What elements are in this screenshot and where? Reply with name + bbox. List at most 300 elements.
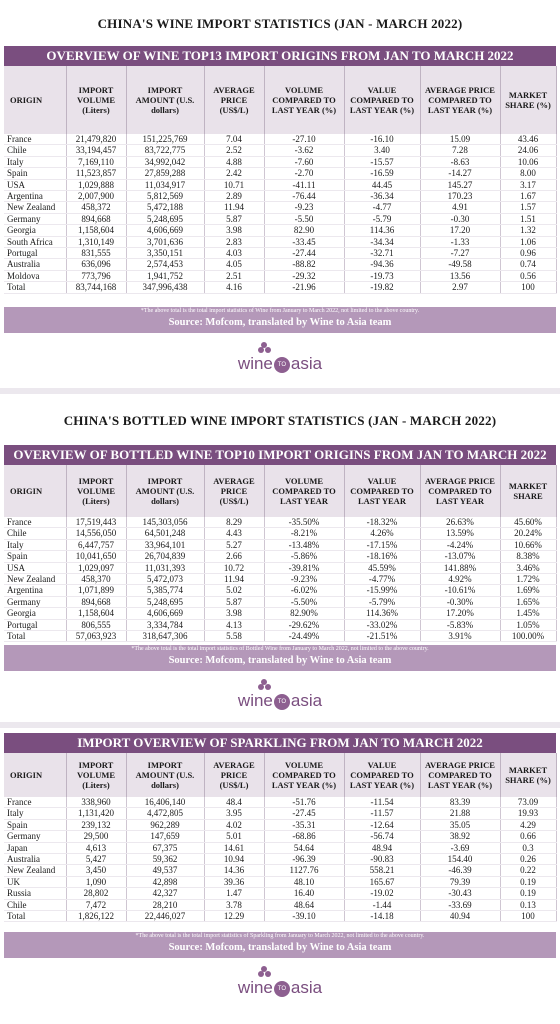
- value-cell: 347,996,438: [126, 282, 204, 293]
- origin-cell: New Zealand: [4, 574, 66, 585]
- value-cell: 1,826,122: [66, 911, 126, 922]
- value-cell: 13.56: [420, 270, 500, 281]
- table-row: [4, 876, 556, 887]
- value-cell: -8.21%: [264, 528, 344, 539]
- value-cell: 114.36: [344, 225, 420, 236]
- value-cell: 64,501,248: [126, 528, 204, 539]
- value-cell: 3.95: [204, 808, 264, 819]
- sparkling-table-note: *The above total is the total import statistics of Sparkling from January to March 2022, not limited to the above country.: [135, 933, 425, 939]
- value-cell: 3.98: [204, 608, 264, 619]
- origin-cell: Chile: [4, 528, 66, 539]
- value-cell: 2,007,900: [66, 191, 126, 202]
- column-header: IMPORT AMOUNT (U.S. dollars): [126, 465, 204, 517]
- value-cell: 5.87: [204, 213, 264, 224]
- value-cell: 5.02: [204, 585, 264, 596]
- value-cell: 42,898: [126, 876, 204, 887]
- origin-cell: Total: [4, 911, 66, 922]
- value-cell: 5,472,073: [126, 574, 204, 585]
- value-cell: 8.00: [500, 168, 556, 179]
- value-cell: 0.13: [500, 899, 556, 910]
- total-row: [4, 911, 556, 922]
- value-cell: 0.26: [500, 854, 556, 865]
- value-cell: 13.59%: [420, 528, 500, 539]
- value-cell: 1.65%: [500, 596, 556, 607]
- value-cell: 7,472: [66, 899, 126, 910]
- origin-cell: Spain: [4, 168, 66, 179]
- value-cell: 10.06: [500, 156, 556, 167]
- sparkling-banner: IMPORT OVERVIEW OF SPARKLING FROM JAN TO MARCH 2022: [4, 733, 556, 753]
- value-cell: 82.90: [264, 225, 344, 236]
- value-cell: 147,659: [126, 831, 204, 842]
- column-header: VOLUME COMPARED TO LAST YEAR (%): [264, 66, 344, 134]
- value-cell: 11,034,917: [126, 179, 204, 190]
- value-cell: -19.82: [344, 282, 420, 293]
- value-cell: 39.36: [204, 876, 264, 887]
- value-cell: -24.49%: [264, 631, 344, 642]
- wine-table-footer: [4, 307, 556, 333]
- column-header: MARKET SHARE: [500, 465, 556, 517]
- table-row: [4, 831, 556, 842]
- table-row: [4, 213, 556, 224]
- logo-wine-text: wine: [237, 978, 273, 997]
- value-cell: 10.71: [204, 179, 264, 190]
- section-divider: [0, 722, 560, 728]
- origin-cell: Germany: [4, 596, 66, 607]
- value-cell: -18.16%: [344, 551, 420, 562]
- value-cell: 3.78: [204, 899, 264, 910]
- value-cell: 48.10: [264, 876, 344, 887]
- value-cell: 4,472,805: [126, 808, 204, 819]
- value-cell: 558.21: [344, 865, 420, 876]
- value-cell: 458,370: [66, 574, 126, 585]
- value-cell: 34,992,042: [126, 156, 204, 167]
- column-header: VALUE COMPARED TO LAST YEAR: [344, 465, 420, 517]
- value-cell: 0.66: [500, 831, 556, 842]
- value-cell: 636,096: [66, 259, 126, 270]
- value-cell: 773,796: [66, 270, 126, 281]
- value-cell: 35.05: [420, 819, 500, 830]
- value-cell: 1.06: [500, 236, 556, 247]
- value-cell: -11.54: [344, 797, 420, 808]
- value-cell: -39.81%: [264, 562, 344, 573]
- table-row: [4, 585, 556, 596]
- bottled-top10-banner: OVERVIEW OF BOTTLED WINE TOP10 IMPORT ORIGINS FROM JAN TO MARCH 2022: [4, 445, 556, 465]
- value-cell: -13.48%: [264, 539, 344, 550]
- value-cell: -33.69: [420, 899, 500, 910]
- value-cell: 3,334,784: [126, 619, 204, 630]
- table-row: [4, 797, 556, 808]
- value-cell: 5,248,695: [126, 213, 204, 224]
- origin-cell: Chile: [4, 145, 66, 156]
- value-cell: -15.57: [344, 156, 420, 167]
- table-row: [4, 528, 556, 539]
- value-cell: -14.18: [344, 911, 420, 922]
- header-row: [4, 753, 556, 797]
- value-cell: -18.32%: [344, 517, 420, 528]
- value-cell: -19.02: [344, 888, 420, 899]
- value-cell: 170.23: [420, 191, 500, 202]
- origin-cell: Italy: [4, 156, 66, 167]
- value-cell: -1.33: [420, 236, 500, 247]
- value-cell: -21.96: [264, 282, 344, 293]
- value-cell: 4.29: [500, 819, 556, 830]
- column-header: IMPORT VOLUME (Liters): [66, 66, 126, 134]
- value-cell: 57,063,923: [66, 631, 126, 642]
- wine-to-asia-logo: [0, 970, 560, 998]
- column-header: ORIGIN: [4, 753, 66, 797]
- table-row: [4, 259, 556, 270]
- value-cell: -19.73: [344, 270, 420, 281]
- section-divider: [0, 388, 560, 394]
- value-cell: 1.57: [500, 202, 556, 213]
- value-cell: 1127.76: [264, 865, 344, 876]
- value-cell: 2.89: [204, 191, 264, 202]
- value-cell: -27.44: [264, 248, 344, 259]
- value-cell: 45.60%: [500, 517, 556, 528]
- value-cell: 26,704,839: [126, 551, 204, 562]
- value-cell: -68.86: [264, 831, 344, 842]
- column-header: AVERAGE PRICE COMPARED TO LAST YEAR: [420, 465, 500, 517]
- value-cell: -11.57: [344, 808, 420, 819]
- column-header: IMPORT VOLUME (Liters): [66, 465, 126, 517]
- column-header: MARKET SHARE (%): [500, 66, 556, 134]
- value-cell: 7.04: [204, 134, 264, 145]
- table-row: [4, 551, 556, 562]
- value-cell: 5,248,695: [126, 596, 204, 607]
- value-cell: 3.40: [344, 145, 420, 156]
- value-cell: -96.39: [264, 854, 344, 865]
- column-header: AVERAGE PRICE (US$/L): [204, 465, 264, 517]
- value-cell: 48.94: [344, 842, 420, 853]
- value-cell: 10,041,650: [66, 551, 126, 562]
- grape-dots-icon: [0, 346, 560, 354]
- bottled-table-footer: [4, 645, 556, 671]
- value-cell: -5.83%: [420, 619, 500, 630]
- value-cell: 2.83: [204, 236, 264, 247]
- value-cell: 6,447,757: [66, 539, 126, 550]
- value-cell: 5.58: [204, 631, 264, 642]
- value-cell: 7.28: [420, 145, 500, 156]
- column-header: ORIGIN: [4, 465, 66, 517]
- value-cell: 21,479,820: [66, 134, 126, 145]
- value-cell: 10.66%: [500, 539, 556, 550]
- value-cell: 141.88%: [420, 562, 500, 573]
- logo-asia-text: asia: [290, 978, 323, 997]
- table-row: [4, 562, 556, 573]
- value-cell: -3.69: [420, 842, 500, 853]
- value-cell: -4.24%: [420, 539, 500, 550]
- value-cell: 11,031,393: [126, 562, 204, 573]
- value-cell: 1.47: [204, 888, 264, 899]
- value-cell: 48.64: [264, 899, 344, 910]
- value-cell: -94.36: [344, 259, 420, 270]
- value-cell: 1.69%: [500, 585, 556, 596]
- value-cell: -5.79%: [344, 596, 420, 607]
- value-cell: 0.19: [500, 888, 556, 899]
- value-cell: 894,668: [66, 213, 126, 224]
- origin-cell: Australia: [4, 259, 66, 270]
- bottled-top10-table: [4, 465, 557, 642]
- value-cell: 7,169,110: [66, 156, 126, 167]
- value-cell: 26.63%: [420, 517, 500, 528]
- value-cell: 962,289: [126, 819, 204, 830]
- table-row: [4, 156, 556, 167]
- value-cell: 43.46: [500, 134, 556, 145]
- value-cell: 67,375: [126, 842, 204, 853]
- origin-cell: Moldova: [4, 270, 66, 281]
- table-row: [4, 202, 556, 213]
- value-cell: 73.09: [500, 797, 556, 808]
- value-cell: 11.94: [204, 202, 264, 213]
- wine-import-title: CHINA'S WINE IMPORT STATISTICS (JAN - MARCH 2022): [97, 16, 463, 31]
- value-cell: -46.39: [420, 865, 500, 876]
- value-cell: 48.4: [204, 797, 264, 808]
- wine-top13-banner: OVERVIEW OF WINE TOP13 IMPORT ORIGINS FROM JAN TO MARCH 2022: [4, 46, 556, 66]
- value-cell: 4,606,669: [126, 608, 204, 619]
- value-cell: 28,210: [126, 899, 204, 910]
- value-cell: -12.64: [344, 819, 420, 830]
- value-cell: -29.62%: [264, 619, 344, 630]
- logo-to-badge: TO: [274, 357, 290, 373]
- value-cell: 1,131,420: [66, 808, 126, 819]
- table-row: [4, 808, 556, 819]
- value-cell: 1,158,604: [66, 608, 126, 619]
- value-cell: 4.16: [204, 282, 264, 293]
- table-row: [4, 865, 556, 876]
- column-header: AVERAGE PRICE (US$/L): [204, 66, 264, 134]
- value-cell: 1,090: [66, 876, 126, 887]
- table-row: [4, 225, 556, 236]
- bottled-wine-title: CHINA'S BOTTLED WINE IMPORT STATISTICS (JAN - MARCH 2022): [63, 413, 497, 428]
- value-cell: -90.83: [344, 854, 420, 865]
- origin-cell: France: [4, 797, 66, 808]
- value-cell: 28,802: [66, 888, 126, 899]
- column-header: AVERAGE PRICE COMPARED TO LAST YEAR (%): [420, 66, 500, 134]
- value-cell: -29.32: [264, 270, 344, 281]
- value-cell: -14.27: [420, 168, 500, 179]
- origin-cell: New Zealand: [4, 865, 66, 876]
- value-cell: 19.93: [500, 808, 556, 819]
- value-cell: -35.31: [264, 819, 344, 830]
- value-cell: 154.40: [420, 854, 500, 865]
- value-cell: 3,701,636: [126, 236, 204, 247]
- value-cell: 2.97: [420, 282, 500, 293]
- value-cell: 100: [500, 282, 556, 293]
- value-cell: 21.88: [420, 808, 500, 819]
- origin-cell: France: [4, 517, 66, 528]
- value-cell: 1.32: [500, 225, 556, 236]
- value-cell: -16.59: [344, 168, 420, 179]
- value-cell: 33,964,101: [126, 539, 204, 550]
- value-cell: -9.23: [264, 202, 344, 213]
- table-row: [4, 134, 556, 145]
- value-cell: 3.98: [204, 225, 264, 236]
- value-cell: 2.51: [204, 270, 264, 281]
- table-row: [4, 248, 556, 259]
- column-header: ORIGIN: [4, 66, 66, 134]
- column-header: IMPORT VOLUME (Liters): [66, 753, 126, 797]
- value-cell: -30.43: [420, 888, 500, 899]
- value-cell: 1,029,097: [66, 562, 126, 573]
- grape-dots-icon: [0, 683, 560, 691]
- value-cell: 17.20: [420, 225, 500, 236]
- origin-cell: Chile: [4, 899, 66, 910]
- column-header: VOLUME COMPARED TO LAST YEAR (%): [264, 753, 344, 797]
- value-cell: 5,812,569: [126, 191, 204, 202]
- value-cell: -5.50: [264, 213, 344, 224]
- value-cell: 12.29: [204, 911, 264, 922]
- value-cell: -32.71: [344, 248, 420, 259]
- table-row: [4, 168, 556, 179]
- value-cell: 17.20%: [420, 608, 500, 619]
- origin-cell: Germany: [4, 213, 66, 224]
- value-cell: -7.27: [420, 248, 500, 259]
- value-cell: 806,555: [66, 619, 126, 630]
- table-row: [4, 574, 556, 585]
- header-row: [4, 66, 556, 134]
- wine-table-note: *The above total is the total import statistics of Wine from January to March 2022, not limited to the above country.: [140, 308, 420, 314]
- value-cell: 1,310,149: [66, 236, 126, 247]
- value-cell: 1,071,899: [66, 585, 126, 596]
- value-cell: 5,472,188: [126, 202, 204, 213]
- value-cell: -4.77: [344, 202, 420, 213]
- logo-wine-text: wine: [237, 354, 273, 373]
- value-cell: 894,668: [66, 596, 126, 607]
- value-cell: -27.10: [264, 134, 344, 145]
- table-row: [4, 191, 556, 202]
- value-cell: 338,960: [66, 797, 126, 808]
- value-cell: 4.91: [420, 202, 500, 213]
- value-cell: 3.17: [500, 179, 556, 190]
- value-cell: 1.51: [500, 213, 556, 224]
- value-cell: -5.79: [344, 213, 420, 224]
- value-cell: 0.3: [500, 842, 556, 853]
- wine-to-asia-logo: [0, 346, 560, 374]
- value-cell: 4.03: [204, 248, 264, 259]
- value-cell: 4.13: [204, 619, 264, 630]
- grape-dots-icon: [0, 970, 560, 978]
- value-cell: 5.01: [204, 831, 264, 842]
- value-cell: 4.02: [204, 819, 264, 830]
- value-cell: 27,859,288: [126, 168, 204, 179]
- value-cell: 2.52: [204, 145, 264, 156]
- bottled-table-note: *The above total is the total import statistics of Bottled Wine from January to March 2022, not limited to the above country.: [131, 646, 429, 652]
- sparkling-table-footer: [4, 932, 556, 958]
- column-header: VALUE COMPARED TO LAST YEAR (%): [344, 66, 420, 134]
- origin-cell: Japan: [4, 842, 66, 853]
- value-cell: 33,194,457: [66, 145, 126, 156]
- value-cell: 0.19: [500, 876, 556, 887]
- value-cell: 3,350,151: [126, 248, 204, 259]
- value-cell: -35.50%: [264, 517, 344, 528]
- value-cell: 1,941,752: [126, 270, 204, 281]
- origin-cell: Argentina: [4, 585, 66, 596]
- value-cell: 5,385,774: [126, 585, 204, 596]
- origin-cell: Georgia: [4, 225, 66, 236]
- value-cell: 0.74: [500, 259, 556, 270]
- value-cell: 83,722,775: [126, 145, 204, 156]
- value-cell: 59,362: [126, 854, 204, 865]
- value-cell: -76.44: [264, 191, 344, 202]
- value-cell: -5.86%: [264, 551, 344, 562]
- value-cell: -9.23%: [264, 574, 344, 585]
- value-cell: -56.74: [344, 831, 420, 842]
- value-cell: -15.99%: [344, 585, 420, 596]
- value-cell: -27.45: [264, 808, 344, 819]
- value-cell: -49.58: [420, 259, 500, 270]
- value-cell: 1.45%: [500, 608, 556, 619]
- logo-asia-text: asia: [290, 354, 323, 373]
- value-cell: -16.10: [344, 134, 420, 145]
- origin-cell: Spain: [4, 819, 66, 830]
- value-cell: -33.45: [264, 236, 344, 247]
- value-cell: 114.36%: [344, 608, 420, 619]
- value-cell: 14.36: [204, 865, 264, 876]
- value-cell: -34.34: [344, 236, 420, 247]
- wine-to-asia-logo: [0, 683, 560, 711]
- value-cell: 1.67: [500, 191, 556, 202]
- value-cell: 82.90%: [264, 608, 344, 619]
- value-cell: 4.05: [204, 259, 264, 270]
- origin-cell: Portugal: [4, 248, 66, 259]
- value-cell: -17.15%: [344, 539, 420, 550]
- table-row: [4, 842, 556, 853]
- value-cell: -39.10: [264, 911, 344, 922]
- value-cell: 3,450: [66, 865, 126, 876]
- value-cell: 14,556,050: [66, 528, 126, 539]
- table-row: [4, 539, 556, 550]
- value-cell: 16,406,140: [126, 797, 204, 808]
- origin-cell: Spain: [4, 551, 66, 562]
- origin-cell: Portugal: [4, 619, 66, 630]
- value-cell: 14.61: [204, 842, 264, 853]
- column-header: MARKET SHARE (%): [500, 753, 556, 797]
- value-cell: -21.51%: [344, 631, 420, 642]
- value-cell: 24.06: [500, 145, 556, 156]
- value-cell: 83.39: [420, 797, 500, 808]
- sparkling-table: [4, 753, 557, 922]
- value-cell: 16.40: [264, 888, 344, 899]
- total-row: [4, 282, 556, 293]
- value-cell: 10.94: [204, 854, 264, 865]
- origin-cell: Russia: [4, 888, 66, 899]
- table-row: [4, 608, 556, 619]
- logo-to-badge: TO: [274, 694, 290, 710]
- origin-cell: South Africa: [4, 236, 66, 247]
- value-cell: 0.56: [500, 270, 556, 281]
- value-cell: -36.34: [344, 191, 420, 202]
- value-cell: -3.62: [264, 145, 344, 156]
- value-cell: 1,158,604: [66, 225, 126, 236]
- value-cell: 40.94: [420, 911, 500, 922]
- value-cell: 3.46%: [500, 562, 556, 573]
- value-cell: -7.60: [264, 156, 344, 167]
- logo-asia-text: asia: [290, 691, 323, 710]
- value-cell: 165.67: [344, 876, 420, 887]
- column-header: IMPORT AMOUNT (U.S. dollars): [126, 753, 204, 797]
- table-row: [4, 179, 556, 190]
- value-cell: 2,574,453: [126, 259, 204, 270]
- origin-cell: Australia: [4, 854, 66, 865]
- value-cell: 15.09: [420, 134, 500, 145]
- value-cell: 458,372: [66, 202, 126, 213]
- value-cell: 11.94: [204, 574, 264, 585]
- table-row: [4, 854, 556, 865]
- value-cell: 11,523,857: [66, 168, 126, 179]
- value-cell: 151,225,769: [126, 134, 204, 145]
- value-cell: 4,613: [66, 842, 126, 853]
- value-cell: 100: [500, 911, 556, 922]
